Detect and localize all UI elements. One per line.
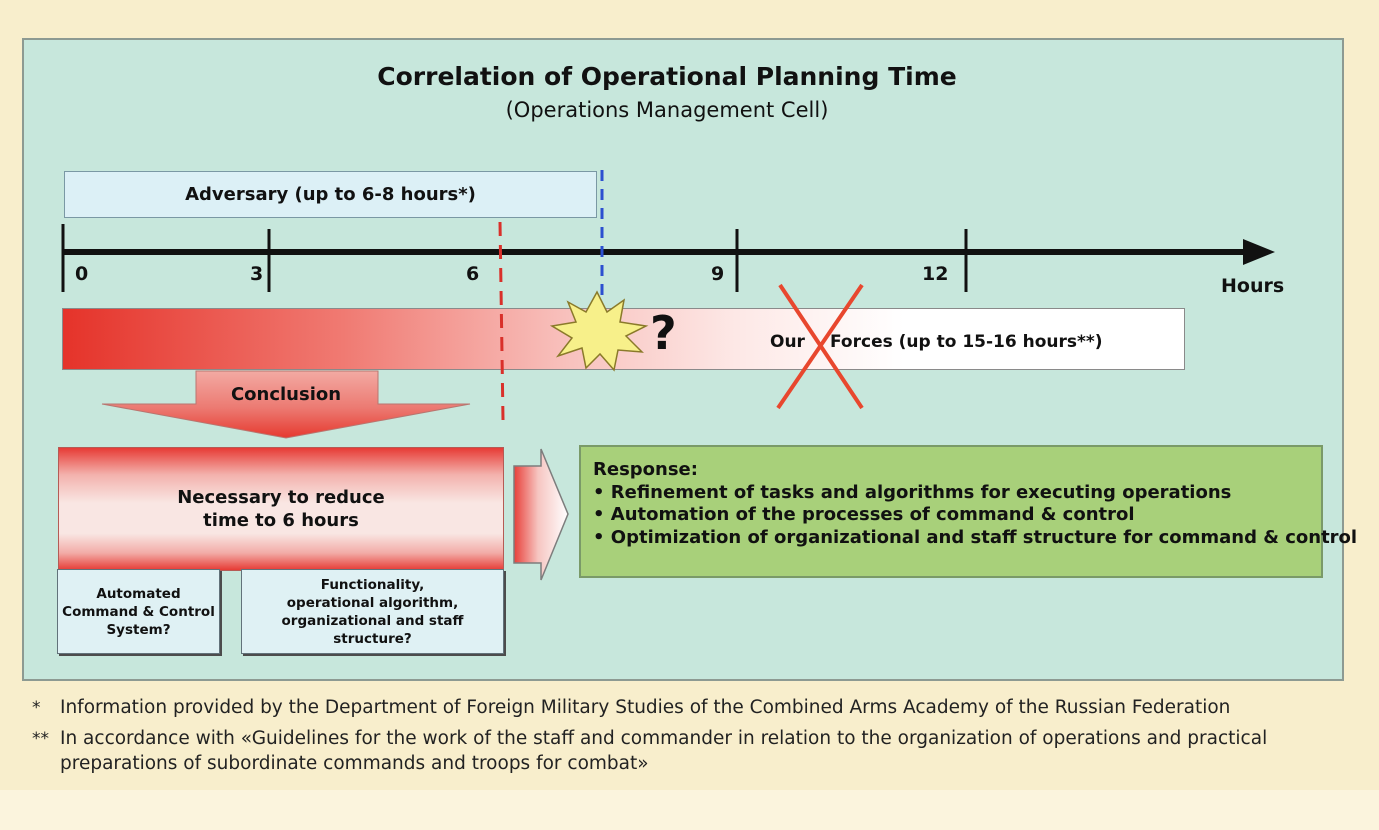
functionality-line-2: operational algorithm, — [286, 594, 459, 611]
reduce-line-2: time to 6 hours — [203, 510, 359, 531]
automated-line-2: Command & Control — [62, 603, 215, 620]
burst-icon — [552, 292, 646, 370]
functionality-line-3: organizational and staff structure? — [281, 612, 464, 647]
our-forces-label-part2: Forces (up to 15-16 hours**) — [830, 332, 1103, 352]
response-item: • Refinement of tasks and algorithms for executing operations — [593, 481, 1232, 503]
question-mark-icon: ? — [650, 306, 677, 360]
our-forces-label-part1: Our — [770, 332, 805, 352]
footnote-1-text: Information provided by the Department of Foreign Military Studies of the Combined Arms Academy of the Russian Federation — [60, 697, 1231, 718]
footnote-1-mark: * — [32, 698, 41, 718]
conclusion-label: Conclusion — [230, 384, 342, 405]
footnote-2-mark: ** — [32, 729, 49, 749]
reduce-line-1: Necessary to reduce — [177, 487, 385, 508]
adversary-bar: Adversary (up to 6-8 hours*) — [64, 171, 597, 218]
footnote-2-text-line-2: preparations of subordinate commands and troops for combat» — [60, 753, 649, 774]
functionality-line-1: Functionality, — [320, 576, 425, 593]
reduce-time-box — [58, 447, 504, 571]
automated-line-1: Automated — [96, 585, 181, 602]
axis-unit-label: Hours — [1221, 275, 1285, 297]
diagram-subtitle: (Operations Management Cell) — [505, 98, 829, 122]
response-item: • Optimization of organizational and staff structure for command & control — [593, 526, 1358, 548]
functionality-question — [241, 569, 504, 654]
diagram-title: Correlation of Operational Planning Time — [377, 62, 957, 91]
response-item: • Automation of the processes of command & control — [593, 504, 1135, 525]
tick-label-6: 6 — [466, 263, 480, 285]
automated-line-3: System? — [106, 621, 171, 638]
timeline-arrowhead — [1243, 239, 1275, 265]
response-arrow — [514, 449, 568, 580]
tick-label-9: 9 — [711, 263, 725, 285]
response-box — [579, 445, 1358, 578]
response-heading: Response: — [593, 459, 698, 480]
tick-label-0: 0 — [75, 263, 89, 285]
tick-label-12: 12 — [922, 263, 949, 285]
automated-system-question — [57, 569, 220, 654]
tick-label-3: 3 — [250, 263, 264, 285]
footnote-2-text-line-1: In accordance with «Guidelines for the work of the staff and commander in relation to the organization of operations and practical — [60, 728, 1268, 749]
